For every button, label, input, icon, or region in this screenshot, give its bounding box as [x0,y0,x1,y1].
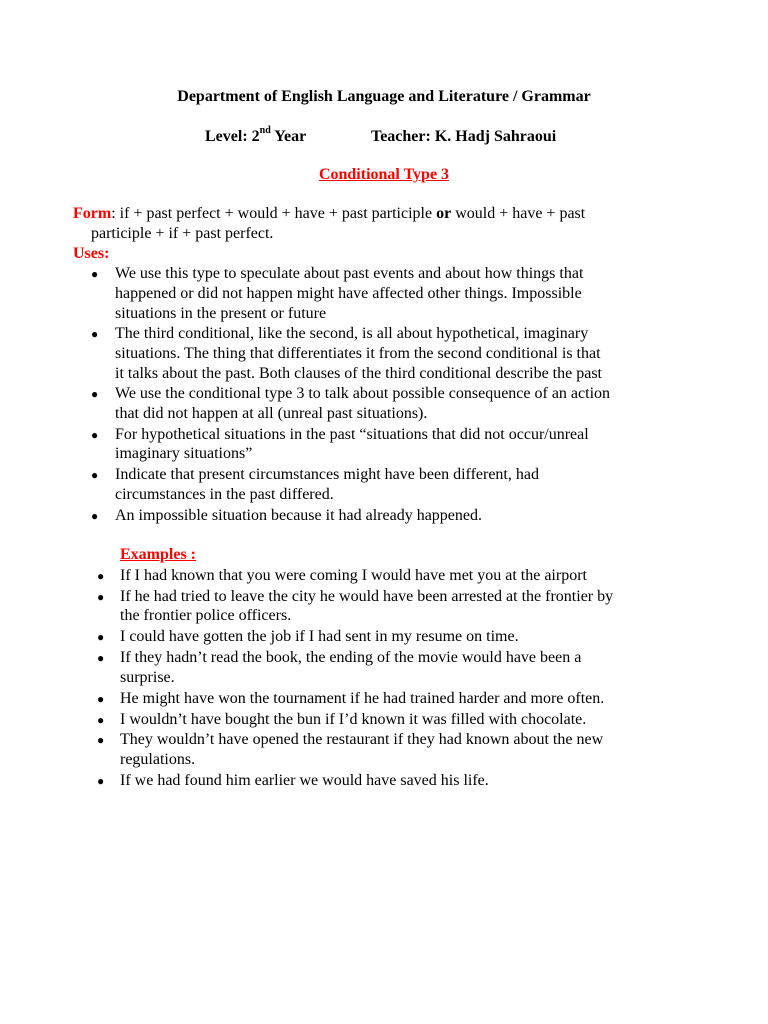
uses-item-line: circumstances in the past differed. [115,486,334,503]
example-item-line: the frontier police officers. [120,607,292,624]
example-item-line: If they hadn’t read the book, the ending of the movie would have been a [120,649,582,666]
level-suffix: Year [270,128,307,145]
uses-item-line: situations in the present or future [115,305,327,322]
uses-item-line: We use this type to speculate about past events and about how things that [115,265,584,282]
bullet-icon: ● [91,468,99,482]
uses-item-line: imaginary situations” [115,445,253,462]
example-item-line: I could have gotten the job if I had sent in my resume on time. [120,628,519,645]
department-heading: Department of English Language and Literature / Grammar [177,88,591,105]
form-label: Form [73,205,112,222]
example-item-line: He might have won the tournament if he had trained harder and more often. [120,690,605,707]
level-label: Level: 2 [205,128,260,145]
example-item-line: regulations. [120,751,196,768]
teacher-info: Teacher: K. Hadj Sahraoui [371,128,557,145]
example-item-line: surprise. [120,669,175,686]
uses-item-line: Indicate that present circumstances might have been different, had [115,466,539,483]
uses-item-line: situations. The thing that differentiates it from the second conditional is that [115,345,601,362]
form-line-1 [73,204,585,224]
form-text-b: would + have + past [451,205,586,222]
example-item-line: If I had known that you were coming I would have met you at the airport [120,567,587,584]
form-or: or [436,205,452,222]
bullet-icon: ● [97,713,105,727]
bullet-icon: ● [97,774,105,788]
uses-item-line: that did not happen at all (unreal past situations). [115,405,428,422]
uses-item-line: An impossible situation because it had already happened. [115,507,483,524]
level-info [205,124,307,147]
bullet-icon: ● [91,267,99,281]
bullet-icon: ● [97,630,105,644]
bullet-icon: ● [97,692,105,706]
uses-item-line: We use the conditional type 3 to talk about possible consequence of an action [115,385,611,402]
form-line-2: participle + if + past perfect. [91,225,274,242]
uses-label: Uses: [73,245,110,262]
bullet-icon: ● [91,428,99,442]
level-superscript: nd [259,124,271,136]
bullet-icon: ● [97,651,105,665]
uses-item-line: happened or did not happen might have affected other things. Impossible [115,285,582,302]
bullet-icon: ● [97,590,105,604]
bullet-icon: ● [91,509,99,523]
example-item-line: If he had tried to leave the city he would have been arrested at the frontier by [120,588,614,605]
form-text-a: : if + past perfect + would + have + past participle [111,205,437,222]
page-title: Conditional Type 3 [318,166,450,183]
example-item-line: If we had found him earlier we would have saved his life. [120,772,489,789]
uses-item-line: it talks about the past. Both clauses of the third conditional describe the past [115,365,602,382]
uses-item-line: The third conditional, like the second, is all about hypothetical, imaginary [115,325,589,342]
example-item-line: They wouldn’t have opened the restaurant if they had known about the new [120,731,604,748]
bullet-icon: ● [97,569,105,583]
bullet-icon: ● [97,733,105,747]
examples-label: Examples : [120,546,196,563]
uses-item-line: For hypothetical situations in the past “situations that did not occur/unreal [115,426,589,443]
bullet-icon: ● [91,387,99,401]
bullet-icon: ● [91,327,99,341]
example-item-line: I wouldn’t have bought the bun if I’d known it was filled with chocolate. [120,711,587,728]
